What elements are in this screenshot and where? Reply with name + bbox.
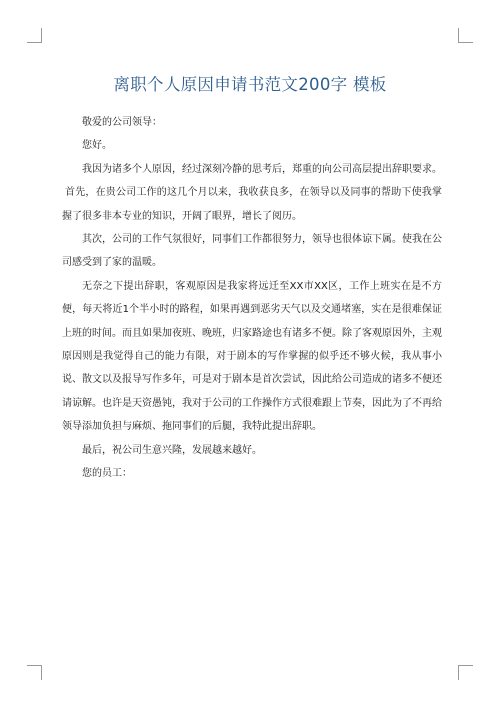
paragraph-4: 无奈之下提出辞职，客观原因是我家将远迁至XX市XX区，工作上班实在是不方便，每天将近1个半小时的路程，如果再遇到恶劣天气以及交通堵塞，实在是很难保证上班的时间。而且如果加夜班、晚班，归家路途也有诸多不便。除了客观原因外，主观原因则是我觉得自己的能力有限，对于剧本的写作掌握的似乎还不够火候，我从事小说、散文以及报导写作多年，可是对于剧本是首次尝试，因此给公司造成的诸多不便还请谅解。也许是天资愚钝，我对于公司的工作操作方式很难跟上节奏，因此为了不再给领导添加负担与麻烦、拖同事们的后腿，我特此提出辞职。 [62, 280, 442, 433]
crop-mark-top-left [27, 28, 42, 43]
paragraph-1: 我因为诸多个人原因，经过深刻冷静的思考后，郑重的向公司高层提出辞职要求。 [82, 163, 442, 175]
salutation: 敬爱的公司领导： [82, 117, 162, 128]
crop-mark-top-right [458, 28, 473, 43]
paragraph-5: 最后，祝公司生意兴隆，发展越来越好。 [82, 444, 262, 456]
crop-mark-bottom-left [27, 665, 42, 680]
greeting: 您好。 [82, 140, 112, 152]
paragraph-3: 其次，公司的工作气氛很好，同事们工作都很努力，领导也很体谅下属。使我在公司感受到了家的温暖。 [62, 234, 442, 269]
document-title: 离职个人原因申请书范文200字 模板 [113, 75, 387, 95]
crop-mark-bottom-right [458, 665, 473, 680]
document-body [62, 111, 442, 486]
paragraph-2: 首先，在贵公司工作的这几个月以来，我收获良多，在领导以及同事的帮助下使我掌握了很多非本专业的知识，开阔了眼界，增长了阅历。 [62, 187, 442, 222]
closing: 您的员工： [82, 468, 132, 480]
